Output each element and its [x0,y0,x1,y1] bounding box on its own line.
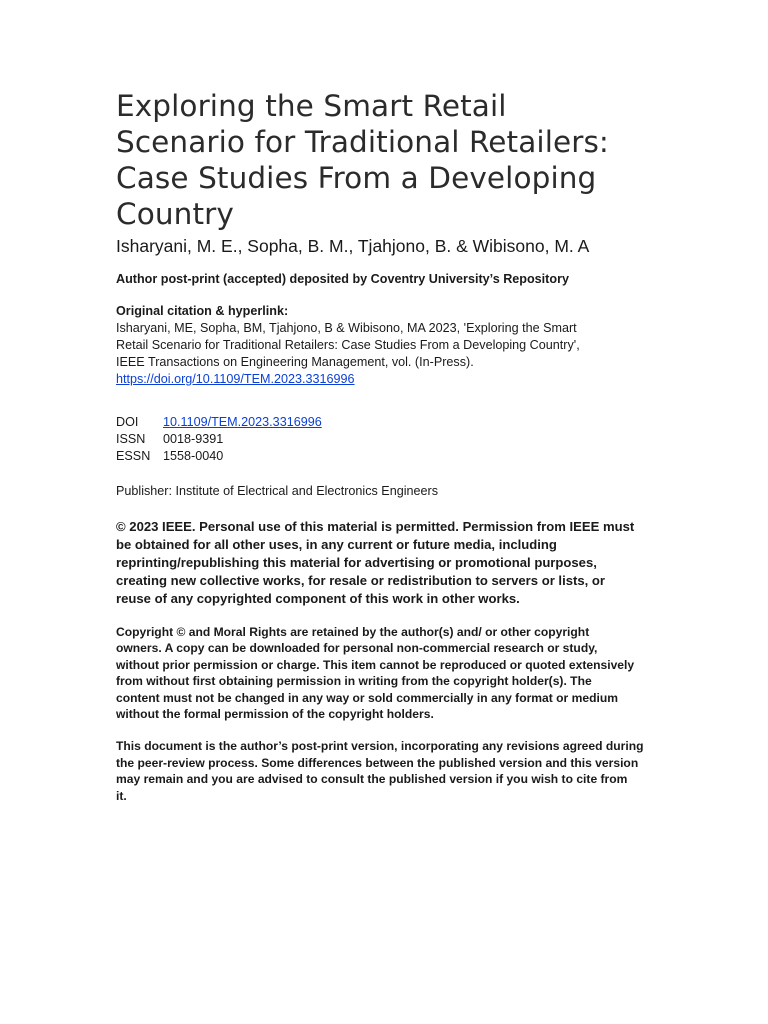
issn-label: ISSN [116,432,146,446]
rights-line: without prior permission or charge. This item cannot be reproduced or quoted extensively [116,657,635,672]
postprint-line: This document is the author’s post-print version, incorporating any revisions agreed during [116,739,644,754]
doi-link[interactable]: 10.1109/TEM.2023.3316996 [163,415,322,429]
rights-line: from without first obtaining permission in writing from the copyright holder(s). The [116,674,592,689]
postprint-line: the peer-review process. Some differences between the published version and this version [116,755,639,770]
doi-row [116,414,656,431]
publisher: Publisher: Institute of Electrical and Electronics Engineers [116,484,439,498]
copyright-line: reprinting/republishing this material for advertising or promotional purposes, [116,555,597,570]
citation-line: Isharyani, ME, Sopha, BM, Tjahjono, B & Wibisono, MA 2023, 'Exploring the Smart [116,321,577,335]
citation-line: Retail Scenario for Traditional Retailers: Case Studies From a Developing Country', [116,338,580,352]
issn-value: 0018-9391 [163,432,224,446]
copyright-line: creating new collective works, for resale or redistribution to servers or lists, or [116,573,605,588]
copyright-notice [116,518,656,608]
identifiers [116,414,656,465]
title-line: Exploring the Smart Retail [116,89,507,123]
copyright-line: reuse of any copyrighted component of this work in other works. [116,591,520,606]
essn-row [116,448,656,465]
deposit-note: Author post-print (accepted) deposited by Coventry University’s Repository [116,272,569,286]
moral-rights-notice [116,624,656,722]
title-line: Country [116,197,234,231]
citation-heading: Original citation & hyperlink: [116,304,289,318]
essn-value: 1558-0040 [163,449,224,463]
rights-line: Copyright © and Moral Rights are retained by the author(s) and/ or other copyright [116,625,590,639]
rights-line: content must not be changed in any way or sold commercially in any format or medium [116,690,618,705]
copyright-line: be obtained for all other uses, in any current or future media, including [116,537,557,552]
title-line: Case Studies From a Developing [116,161,597,195]
issn-row [116,431,656,448]
rights-line: owners. A copy can be downloaded for personal non-commercial research or study, [116,641,598,656]
copyright-line: © 2023 IEEE. Personal use of this material is permitted. Permission from IEEE must [116,519,635,534]
essn-label: ESSN [116,449,151,463]
authors: Isharyani, M. E., Sopha, B. M., Tjahjono, B. & Wibisono, M. A [116,236,590,256]
citation-line: IEEE Transactions on Engineering Management, vol. (In-Press). [116,355,474,369]
title-line: Scenario for Traditional Retailers: [116,125,609,159]
citation-section [116,303,656,388]
rights-line: without the formal permission of the copyright holders. [116,707,434,722]
page-title [116,88,656,232]
postprint-notice [116,738,656,804]
citation-doi-link[interactable]: https://doi.org/10.1109/TEM.2023.3316996 [116,372,355,386]
doi-label: DOI [116,415,139,429]
postprint-line: it. [116,788,127,803]
document-page [116,88,656,804]
postprint-line: may remain and you are advised to consult the published version if you wish to cite from [116,772,628,787]
